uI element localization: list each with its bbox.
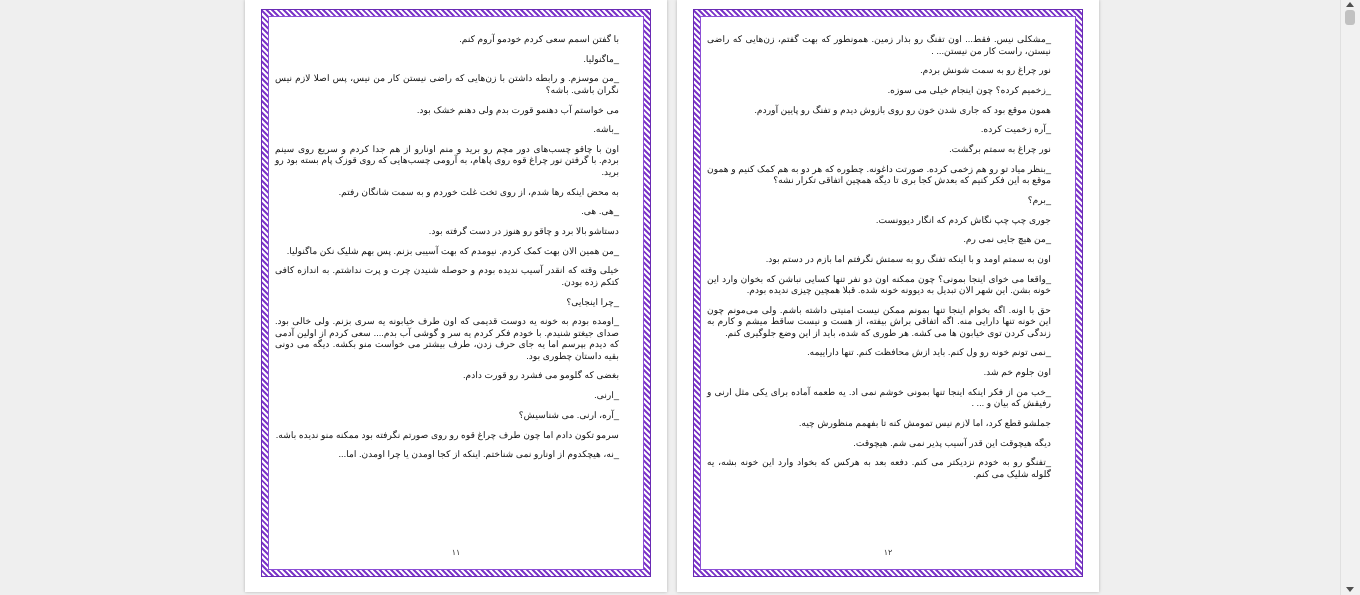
paragraph: _نمی تونم خونه رو ول کنم. باید ازش محافظت کنم. تنها داراییمه. [807,347,1051,358]
paragraph: اون جلوم خم شد. [983,367,1051,378]
arrow-down-icon[interactable] [1346,587,1354,592]
paragraph: می خواستم آب دهنمو قورت بدم ولی دهنم خشک بود. [416,104,619,115]
paragraph: سرمو تکون دادم اما چون طرف چراغ قوه رو روی صورتم نگرفته بود ممکنه منو ندیده باشه. [275,429,619,440]
paragraph: نور چراغ رو به سمت شونش بردم. [920,65,1051,76]
paragraph: _واقعا می خوای اینجا بمونی؟ چون ممکنه اون دو نفر تنها کسایی نباشن که بخوان وارد این خونه بشن. این شهر الان تبدیل به دیوونه خونه شده. قبلا همچین چیزی ندیده بودم. [707,273,1051,296]
paragraph: _خب من از فکر اینکه اینجا تنها بمونی خوشم نمی اد. یه طعمه آماده برای یکی مثل ارنی و رفیقش که بیان و ... . [707,386,1051,409]
paragraph: جوری چپ چپ نگاش کردم که انگار دیوونست. [875,214,1051,225]
scrollbar-thumb[interactable] [1345,10,1355,25]
paragraph: با گفتن اسمم سعی کردم خودمو آروم کنم. [459,34,619,44]
paragraph: _بنظر میاد تو رو هم زخمی کرده. صورتت داغونه. چطوره که هر دو به هم کمک کنیم و همون موقع به این فکر کنیم که بعدش کجا بری تا دیگه همچین اتفاقی تکرار نشه؟ [707,163,1051,186]
paragraph: _باشه. [593,124,619,135]
paragraph: دیگه هیچوقت این قدر آسیب پذیر نمی شم. هیچوقت. [853,437,1051,448]
paragraph: جملشو قطع کرد، اما لازم نیس تمومش کنه تا بفهمم منظورش چیه. [798,418,1051,428]
paragraph: اون با چاقو چسب‌های دور مچم رو برید و منم اونارو از هم جدا کردم و سریع روی سینم بردم. با گرفتن نور چراغ قوه روی پاهام، به آرومی چسب‌هایی که روی قوزک پام بسته بود رو برید. [275,143,619,177]
paragraph: اون به سمتم اومد و با اینکه تفنگ رو به سمتش نگرفتم اما بازم در دستم بود. [765,253,1051,264]
paragraph: _ارنی. [594,390,619,401]
page-text [707,34,1051,489]
paragraph: _زخمیم کرده؟ چون اینجام خیلی می سوزه. [887,84,1051,95]
paragraph: _اومده بودم به خونه یه دوست قدیمی که اون طرف خیابونه یه سری بزنم. ولی خالی بود. صدای جیغتو شنیدم. با خودم فکر کردم یه سر و گوشی آب بدم.... سعی کردم از اولین آدمی که دیدم بپرسم اما یه جای حرف زدن، طرف بیشتر می خواست منو بکشه. دیگه می دونی بقیه داستان چطوری بود. [275,316,619,361]
paragraph: _من هیچ جایی نمی رم. [963,234,1051,245]
paragraph: _نه، هیچکدوم از اونارو نمی شناختم. اینکه از کجا اومدن یا چرا اومدن. اما... [338,449,619,460]
paragraph: همون موقع بود که جاری شدن خون رو روی بازوش دیدم و تفنگ رو پایین آوردم. [754,104,1051,115]
page-11 [245,0,667,592]
paragraph: خیلی وقته که انقدر آسیب ندیده بودم و حوصله شنیدن چرت و پرت نداشتم. به اندازه کافی کتکم زده بودن. [275,265,619,287]
page-12 [677,0,1099,592]
page-number: ۱۱ [451,548,461,557]
paragraph: به محض اینکه رها شدم، از روی تخت غلت خوردم و به سمت شانگان رفتم. [338,186,619,197]
paragraph: _من همین الان بهت کمک کردم. نیومدم که بهت آسیبی بزنم. پس بهم شلیک نکن ماگنولیا. [286,245,619,256]
arrow-up-icon[interactable] [1346,2,1354,7]
paragraph: _مشکلی نیس. فقط... اون تفنگ رو بذار زمین. همونطور که بهت گفتم، زن‌هایی که راضی نیستن، راست کار من نیستن... . [707,34,1051,56]
page-text [275,34,619,469]
paragraph: بغضی که گلومو می فشرد رو قورت دادم. [462,370,619,381]
paragraph: _ماگنولیا. [583,53,619,64]
paragraph: _آره، ارنی. می شناسیش؟ [518,409,619,420]
paragraph: نور چراغ به سمتم برگشت. [949,143,1051,154]
paragraph: حق با اونه. اگه بخوام اینجا تنها بمونم ممکن نیست امنیتی داشته باشم. ولی می‌مونم چون این خونه تنها دارایی منه. اگه اتفاقی براش بیفته، از هست و نیست ساقط میشم و کارم به زندگی کردن توی خیابون ها می کشه. هر طوری که شده، باید از این وضع جلوگیری کنم. [707,304,1051,338]
paragraph: دستاشو بالا برد و چاقو رو هنوز در دست گرفته بود. [428,226,619,236]
paragraph: _من موسزم. و رابطه داشتن با زن‌هایی که راضی نیستن کار من نیس، پس اصلا لازم نیس نگران باشی. باشه؟ [275,73,619,95]
paragraph: _چرا اینجایی؟ [566,296,619,307]
page-number: ۱۲ [883,548,893,557]
paragraph: _هی. هی. [581,206,619,217]
paragraph: _تفنگو رو به خودم نزدیکتر می کنم. دفعه بعد به هرکس که بخواد وارد این خونه بشه، یه گلوله شلیک می کنم. [707,457,1051,479]
vertical-scrollbar[interactable] [1340,0,1360,595]
paragraph: _آره زخمیت کرده. [980,124,1051,135]
paragraph: _برم؟ [1027,194,1051,205]
